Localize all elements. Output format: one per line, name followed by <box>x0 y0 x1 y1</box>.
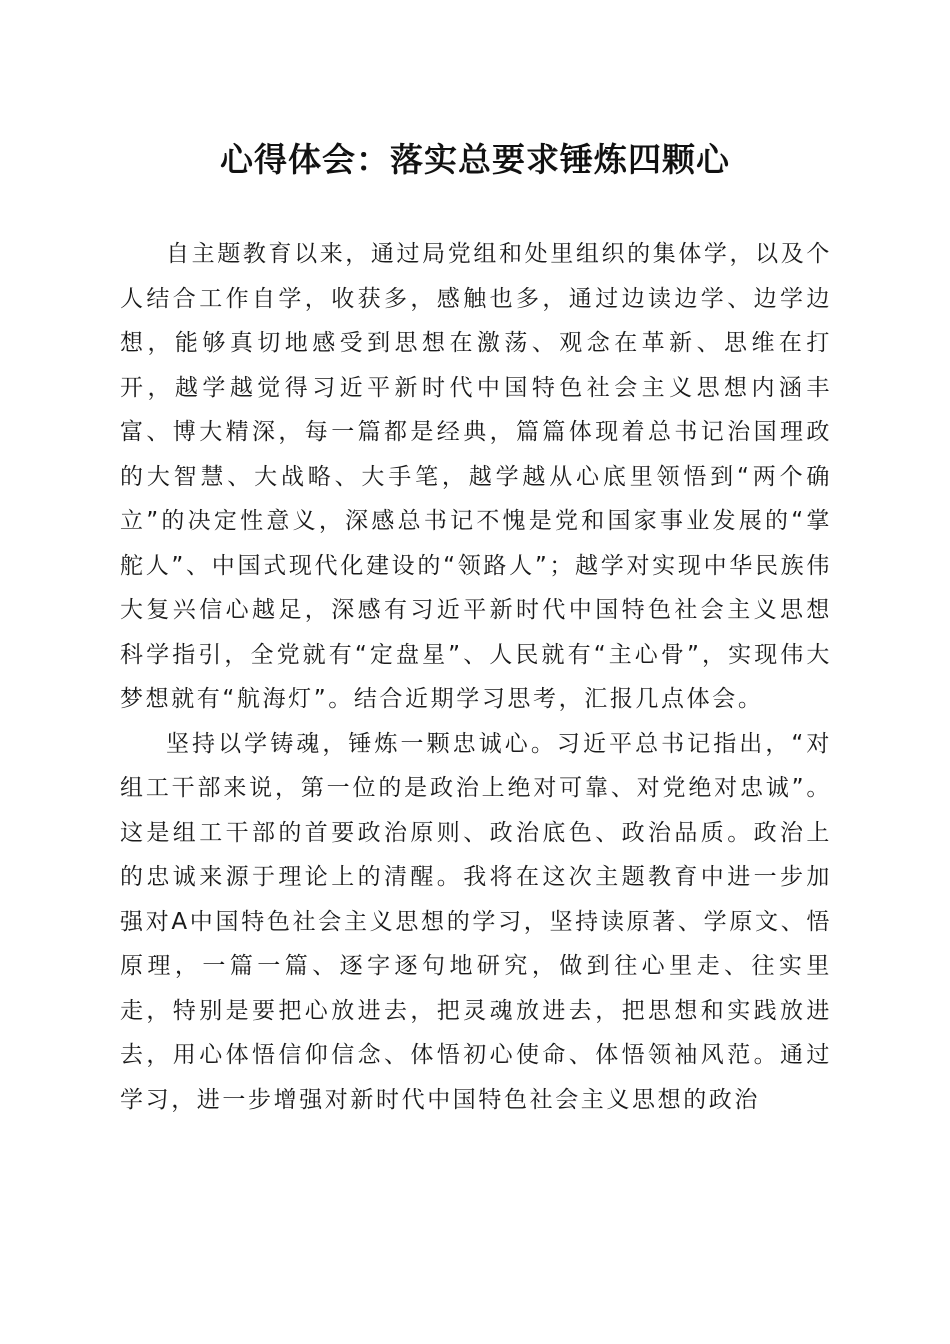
paragraph-intro: 自主题教育以来，通过局党组和处里组织的集体学，以及个人结合工作自学，收获多，感触也多，通过边读边学、边学边想，能够真切地感受到思想在激荡、观念在革新、思维在打开，越学越觉得习近平新时代中国特色社会主义思想内涵丰富、博大精深，每一篇都是经典，篇篇体现着总书记治国理政的大智慧、大战略、大手笔，越学越从心底里领悟到“两个确立”的决定性意义，深感总书记不愧是党和国家事业发展的“掌舵人”、中国式现代化建设的“领路人”；越学对实现中华民族伟大复兴信心越足，深感有习近平新时代中国特色社会主义思想科学指引，全党就有“定盘星”、人民就有“主心骨”，实现伟大梦想就有“航海灯”。结合近期学习思考，汇报几点体会。 <box>120 241 832 712</box>
document-title: 心得体会：落实总要求锤炼四颗心 <box>220 140 730 179</box>
document-body <box>120 232 832 1122</box>
paragraph-loyalty: 坚持以学铸魂，锤炼一颗忠诚心。习近平总书记指出，“对组工干部来说，第一位的是政治上绝对可靠、对党绝对忠诚”。这是组工干部的首要政治原则、政治底色、政治品质。政治上的忠诚来源于理论上的清醒。我将在这次主题教育中进一步加强对A中国特色社会主义思想的学习，坚持读原著、学原文、悟原理，一篇一篇、逐字逐句地研究，做到往心里走、往实里走，特别是要把心放进去，把灵魂放进去，把思想和实践放进去，用心体悟信仰信念、体悟初心使命、体悟领袖风范。通过学习，进一步增强对新时代中国特色社会主义思想的政治 <box>120 730 832 1113</box>
